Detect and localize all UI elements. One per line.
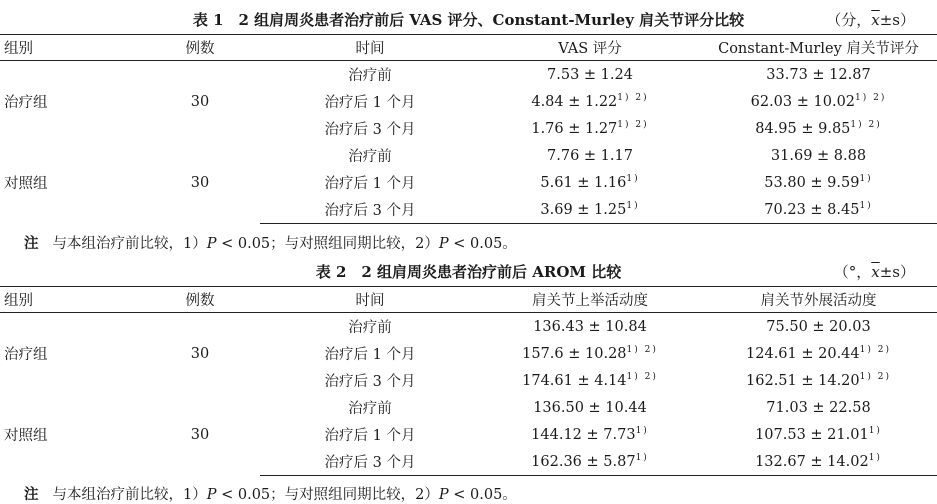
- note-label: 注: [24, 486, 39, 503]
- significance-mark: 1) 2): [617, 93, 649, 103]
- score1-cell: [480, 367, 700, 394]
- table2-caption: [0, 258, 937, 282]
- mean-sd-value: 132.67 ± 14.02: [755, 454, 869, 470]
- score1-cell: [480, 340, 700, 367]
- significance-mark: 1) 2): [855, 93, 887, 103]
- table1-body: [0, 61, 937, 224]
- header-group: 组别: [0, 35, 140, 61]
- table1-unit: （分，$\overline{x}\pm s$）: [826, 11, 915, 29]
- mean-sd-value: 7.76 ± 1.17: [547, 148, 633, 164]
- score1-cell: [480, 196, 700, 224]
- score1-cell: [480, 115, 700, 142]
- table2-header-row: [0, 287, 937, 313]
- score2-cell: [700, 115, 937, 142]
- score2-cell: [700, 169, 937, 196]
- time-cell: 治疗前: [348, 401, 392, 417]
- mean-sd-value: 3.69 ± 1.25: [540, 202, 627, 218]
- mean-sd-value: 144.12 ± 7.73: [531, 427, 636, 443]
- score1-cell: [480, 88, 700, 115]
- score1-cell: [480, 448, 700, 476]
- score1-cell: [480, 421, 700, 448]
- score1-cell: [480, 313, 700, 341]
- significance-mark: 1): [859, 201, 873, 211]
- time-cell: 治疗前: [348, 149, 392, 165]
- mean-sd-value: 70.23 ± 8.45: [764, 202, 860, 218]
- table2-body: [0, 313, 937, 476]
- score1-cell: [480, 61, 700, 89]
- mean-sd-value: 136.50 ± 10.44: [533, 400, 647, 416]
- time-cell: 治疗后 1 个月: [324, 428, 416, 444]
- significance-mark: 1) 2): [617, 120, 649, 130]
- mean-sd-value: 124.61 ± 20.44: [746, 346, 860, 362]
- mean-sd-value: 107.53 ± 21.01: [755, 427, 869, 443]
- header-n: 例数: [140, 287, 260, 313]
- header-time: 时间: [260, 287, 480, 313]
- header-elevation: 肩关节上举活动度: [480, 287, 700, 313]
- sample-size-cell: 30: [190, 174, 210, 191]
- score2-cell: [700, 340, 937, 367]
- score2-cell: [700, 394, 937, 421]
- time-cell: 治疗后 3 个月: [260, 448, 480, 476]
- time-cell: 治疗后 3 个月: [324, 122, 416, 138]
- score2-cell: [700, 313, 937, 341]
- score2-cell: [700, 421, 937, 448]
- mean-sd-value: 71.03 ± 22.58: [766, 400, 871, 416]
- note-label: 注: [24, 235, 39, 252]
- group-name-cell: 治疗组: [4, 95, 48, 111]
- mean-sd-value: 53.80 ± 9.59: [764, 175, 860, 191]
- significance-mark: 1) 2): [626, 372, 658, 382]
- time-cell: 治疗后 3 个月: [324, 374, 416, 390]
- score1-cell: [480, 169, 700, 196]
- time-cell: 治疗后 1 个月: [324, 176, 416, 192]
- table1-note: 注 与本组治疗前比较，1）P < 0.05；与对照组同期比较，2）P < 0.05。: [24, 235, 517, 252]
- significance-mark: 1): [868, 426, 882, 436]
- mean-sd-value: 1.76 ± 1.27: [531, 121, 618, 137]
- significance-mark: 1): [868, 453, 882, 463]
- significance-mark: 1) 2): [850, 120, 882, 130]
- mean-sd-value: 7.53 ± 1.24: [547, 67, 633, 83]
- score2-cell: [700, 61, 937, 89]
- mean-sd-value: 84.95 ± 9.85: [755, 121, 851, 137]
- header-vas: VAS 评分: [480, 35, 700, 61]
- mean-sd-value: 33.73 ± 12.87: [766, 67, 871, 83]
- significance-mark: 1): [626, 201, 640, 211]
- table1-header-row: [0, 35, 937, 61]
- header-n: 例数: [140, 35, 260, 61]
- time-cell: 治疗后 1 个月: [324, 347, 416, 363]
- time-cell: 治疗前: [348, 320, 392, 336]
- score1-cell: [480, 394, 700, 421]
- table-row: [0, 313, 937, 341]
- group-name-cell: 对照组: [4, 428, 48, 445]
- significance-mark: 1) 2): [859, 345, 891, 355]
- significance-mark: 1): [635, 426, 649, 436]
- table1-title: 表 1 2 组肩周炎患者治疗前后 VAS 评分、Constant-Murley 肩关节评分比较: [192, 11, 745, 29]
- header-group: 组别: [0, 287, 140, 313]
- significance-mark: 1): [626, 174, 640, 184]
- mean-sd-value: 31.69 ± 8.88: [770, 148, 867, 164]
- time-cell: 治疗后 3 个月: [260, 196, 480, 224]
- table2-unit: （°，$\overline{x}\pm s$）: [833, 263, 915, 281]
- score2-cell: [700, 142, 937, 169]
- table-row: [0, 61, 937, 89]
- mean-sd-value: 136.43 ± 10.84: [533, 319, 647, 335]
- table-row: [0, 394, 937, 421]
- score2-cell: [700, 196, 937, 224]
- score2-cell: [700, 367, 937, 394]
- table-row: [0, 142, 937, 169]
- significance-mark: 1): [859, 174, 873, 184]
- table2: [0, 286, 937, 476]
- sample-size-cell: 30: [190, 93, 210, 110]
- table2-note: 注 与本组治疗前比较，1）P < 0.05；与对照组同期比较，2）P < 0.05。: [24, 486, 517, 503]
- mean-sd-value: 174.61 ± 4.14: [522, 373, 627, 389]
- table1: [0, 34, 937, 224]
- mean-sd-value: 157.6 ± 10.28: [522, 346, 627, 362]
- table1-caption: [0, 6, 937, 30]
- table2-title: 表 2 2 组肩周炎患者治疗前后 AROM 比较: [315, 263, 622, 281]
- mean-sd-value: 75.50 ± 20.03: [766, 319, 871, 335]
- sample-size-cell: 30: [190, 426, 210, 443]
- mean-sd-value: 162.36 ± 5.87: [531, 454, 636, 470]
- sample-size-cell: 30: [190, 345, 210, 362]
- time-cell: 治疗后 1 个月: [324, 95, 416, 111]
- header-constant-murley: Constant-Murley 肩关节评分: [700, 35, 937, 61]
- significance-mark: 1) 2): [859, 372, 891, 382]
- significance-mark: 1) 2): [626, 345, 658, 355]
- mean-sd-value: 62.03 ± 10.02: [750, 94, 856, 110]
- time-cell: 治疗前: [348, 68, 392, 84]
- group-name-cell: 对照组: [4, 176, 48, 193]
- mean-sd-value: 5.61 ± 1.16: [540, 175, 627, 191]
- mean-sd-value: 4.84 ± 1.22: [531, 94, 618, 110]
- score2-cell: [700, 88, 937, 115]
- score1-cell: [480, 142, 700, 169]
- header-time: 时间: [260, 35, 480, 61]
- header-abduction: 肩关节外展活动度: [700, 287, 937, 313]
- mean-sd-value: 162.51 ± 14.20: [746, 373, 860, 389]
- significance-mark: 1): [635, 453, 649, 463]
- group-name-cell: 治疗组: [4, 347, 48, 363]
- score2-cell: [700, 448, 937, 476]
